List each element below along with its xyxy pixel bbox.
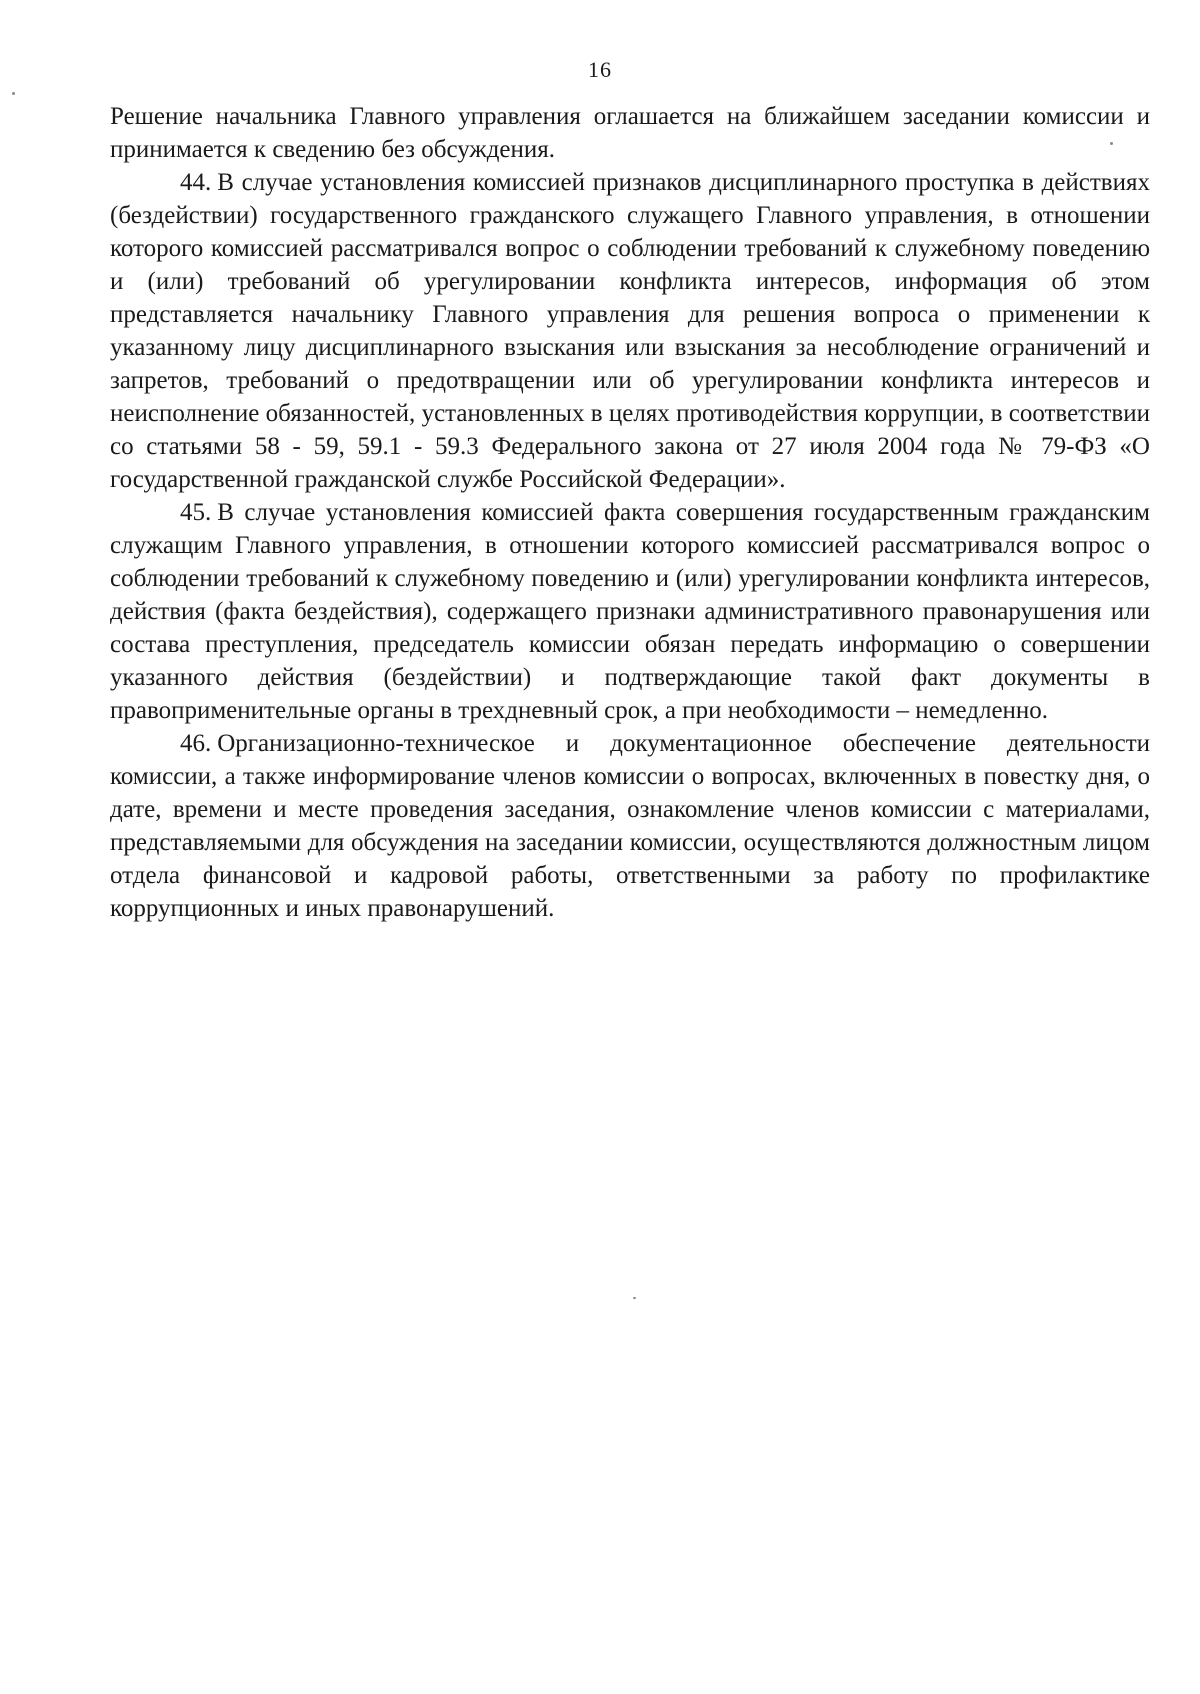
document-body xyxy=(110,100,1150,925)
paragraph-text: В случае установления комиссией факта совершения государственным гражданским служащим Главного управления, в отношении которого комиссией рассматривался вопрос о соблюдении требований к служебному поведению и (или) урегулировании конфликта интересов, действия (факта бездействия), содержащего признаки административного правонарушения или состава преступления, председатель комиссии обязан передать информацию о совершении указанного действия (бездействии) и подтверждающие такой факт документы в правоприменительные органы в трехдневный срок, а при необходимости – немедленно. xyxy=(110,499,1150,724)
page-number: 16 xyxy=(588,57,612,82)
scan-speck xyxy=(633,1297,636,1299)
paragraph-44 xyxy=(110,166,1150,496)
paragraph-text: В случае установления комиссией признаков дисциплинарного проступка в действиях (бездействии) государственного гражданского служащего Главного управления, в отношении которого комиссией рассматривался вопрос о соблюдении требований к служебному поведению и (или) требований об урегулировании конфликта интересов, информация об этом представляется начальнику Главного управления для решения вопроса о применении к указанному лицу дисциплинарного взыскания или взыскания за несоблюдение ограничений и запретов, требований о предотвращении или об урегулировании конфликта интересов и неисполнение обязанностей, установленных в целях противодействия коррупции, в соответствии со статьями 58 - 59, 59.1 - 59.3 Федерального закона от 27 июля 2004 года № 79-ФЗ «О государственной гражданской службе Российской Федерации». xyxy=(110,169,1150,493)
scan-speck xyxy=(1110,142,1113,145)
paragraph-number: 44. xyxy=(180,169,212,196)
paragraph-number: 46. xyxy=(180,730,212,757)
paragraph-continuation xyxy=(110,100,1150,166)
paragraph-text: Решение начальника Главного управления оглашается на ближайшем заседании комиссии и принимается к сведению без обсуждения. xyxy=(110,103,1150,163)
scan-speck xyxy=(12,92,15,95)
paragraph-number: 45. xyxy=(180,499,212,526)
paragraph-46 xyxy=(110,727,1150,925)
paragraph-text: Организационно-техническое и документационное обеспечение деятельности комиссии, а также информирование членов комиссии о вопросах, включенных в повестку дня, о дате, времени и месте проведения заседания, ознакомление членов комиссии с материалами, представляемыми для обсуждения на заседании комиссии, осуществляются должностным лицом отдела финансовой и кадровой работы, ответственными за работу по профилактике коррупционных и иных правонарушений. xyxy=(110,730,1150,922)
paragraph-45 xyxy=(110,496,1150,727)
